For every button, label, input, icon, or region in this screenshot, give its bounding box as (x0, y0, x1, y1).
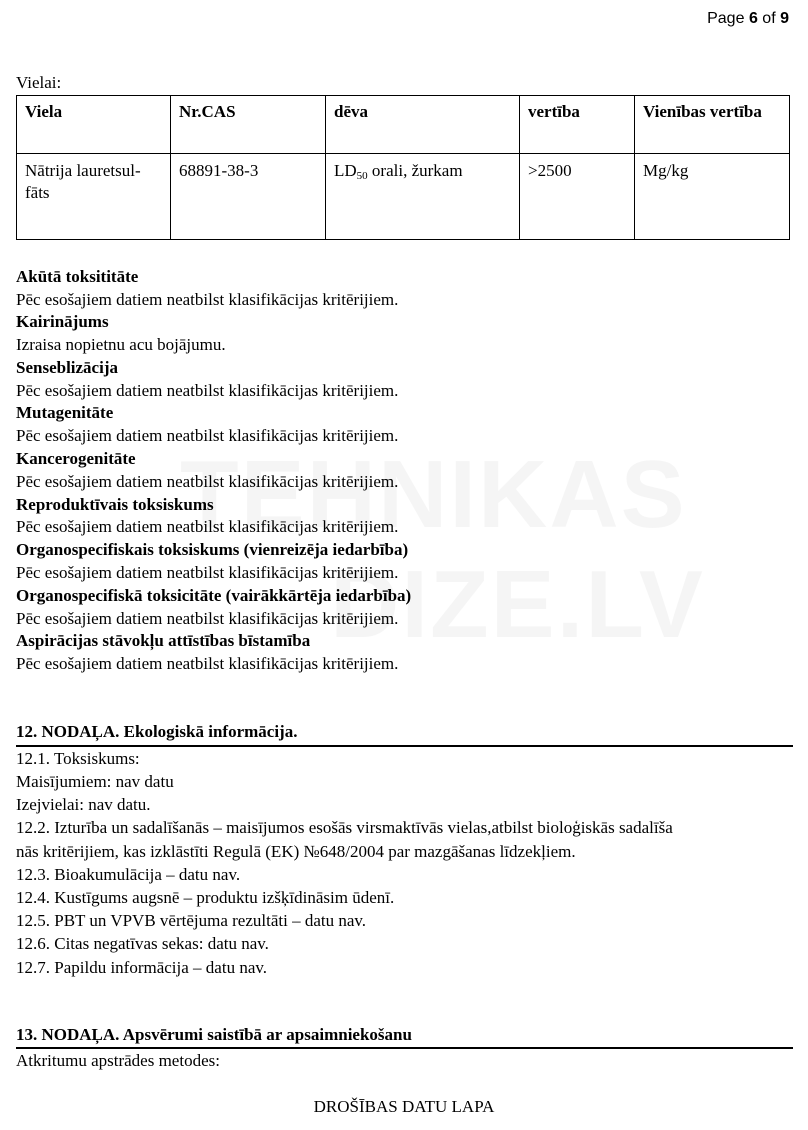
section-12-title: 12. NODAĻA. Ekologiskā informācija. (16, 721, 793, 747)
cell-deva (326, 153, 520, 239)
table-row (17, 153, 790, 239)
toxicity-heading: Kancerogenitāte (16, 449, 136, 469)
toxicity-text: Pēc esošajiem datiem neatbilst klasifikācijas kritērijiem. (16, 471, 399, 491)
toxicity-heading: Mutagenitāte (16, 403, 114, 423)
toxicity-text: Pēc esošajiem datiem neatbilst klasifikācijas kritērijiem. (16, 608, 399, 628)
page-number: Page 6 of 9 (707, 10, 789, 27)
column-header-cas: Nr.CAS (171, 95, 326, 153)
document-body (16, 72, 793, 1073)
toxicity-heading: Aspirācijas stāvokļu attīstības bīstamība (16, 631, 311, 651)
deva-prefix: LD (334, 160, 357, 180)
section-13-line: Atkritumu apstrādes metodes: (16, 1051, 220, 1071)
toxicity-heading: Kairinājums (16, 312, 109, 332)
cell-vertiba: >2500 (520, 153, 635, 239)
footer-title: DROŠĪBAS DATU LAPA (313, 1097, 495, 1116)
cell-viela: Nātrija lauretsul-fāts (17, 153, 171, 239)
deva-subscript: 50 (356, 169, 368, 182)
toxicity-text: Pēc esošajiem datiem neatbilst klasifikācijas kritērijiem. (16, 517, 399, 537)
section-12-line: 12.5. PBT un VPVB vērtējuma rezultāti – datu nav. (16, 911, 367, 931)
section-12-body (16, 747, 793, 979)
toxicity-text: Pēc esošajiem datiem neatbilst klasifikācijas kritērijiem. (16, 563, 399, 583)
toxicity-heading: Senseblizācija (16, 357, 118, 377)
toxicity-heading: Organospecifiskais toksiskums (vienreizēja iedarbība) (16, 540, 409, 560)
toxicity-text: Pēc esošajiem datiem neatbilst klasifikācijas kritērijiem. (16, 426, 399, 446)
toxicity-list (16, 266, 793, 676)
toxicity-text: Izraisa nopietnu acu bojājumu. (16, 335, 226, 355)
toxicity-heading: Akūtā toksititāte (16, 266, 139, 286)
section-12-line: 12.6. Citas negatīvas sekas: datu nav. (16, 934, 269, 954)
column-header-viela: Viela (17, 95, 171, 153)
section-12-line: Izejvielai: nav datu. (16, 795, 151, 815)
toxicity-text: Pēc esošajiem datiem neatbilst klasifikācijas kritērijiem. (16, 654, 399, 674)
section-12-line: 12.1. Toksiskums: (16, 748, 140, 768)
section-12-line: nās kritērijiem, kas izklāstīti Regulā (EK) №648/2004 par mazgāšanas līdzekļiem. (16, 841, 576, 861)
section-12-line: 12.3. Bioakumulācija – datu nav. (16, 864, 241, 884)
column-header-vertiba: vertība (520, 95, 635, 153)
section-12-line: 12.4. Kustīgums augsnē – produktu izšķīdināsim ūdenī. (16, 887, 395, 907)
column-header-vieniba: Vienības vertība (635, 95, 790, 153)
table-header-row (17, 95, 790, 153)
toxicity-text: Pēc esošajiem datiem neatbilst klasifikācijas kritērijiem. (16, 380, 399, 400)
cell-vieniba: Mg/kg (635, 153, 790, 239)
vielai-label: Vielai: (16, 73, 62, 92)
toxicity-text: Pēc esošajiem datiem neatbilst klasifikācijas kritērijiem. (16, 289, 399, 309)
deva-suffix: orali, žurkam (367, 160, 463, 180)
cell-cas: 68891-38-3 (171, 153, 326, 239)
substances-table (16, 95, 790, 240)
toxicity-heading: Reproduktīvais toksiskums (16, 494, 214, 514)
section-13-title: 13. NODAĻA. Apsvērumi saistībā ar apsaimniekošanu (16, 1024, 793, 1050)
toxicity-heading: Organospecifiskā toksicitāte (vairākkārtēja iedarbība) (16, 585, 412, 605)
section-13-body (16, 1049, 793, 1072)
column-header-deva: dēva (326, 95, 520, 153)
section-12-line: 12.7. Papildu informācija – datu nav. (16, 957, 268, 977)
section-12-line: 12.2. Izturība un sadalīšanās – maisījumos esošās virsmaktīvās vielas,atbilst bioloģiskās sadalīša (16, 818, 673, 838)
section-12-line: Maisījumiem: nav datu (16, 771, 174, 791)
